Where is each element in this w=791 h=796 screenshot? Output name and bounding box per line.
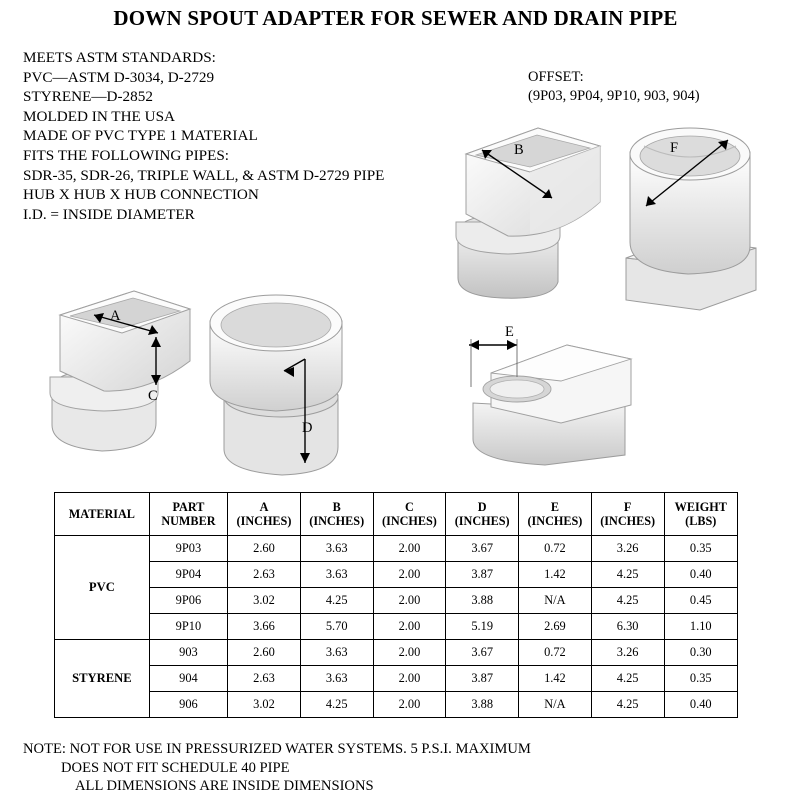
column-header-e xyxy=(519,493,592,536)
cell-part: 903 xyxy=(149,640,227,666)
spec-line: FITS THE FOLLOWING PIPES: xyxy=(23,146,230,164)
cell-e: 0.72 xyxy=(519,536,592,562)
cell-weight: 0.30 xyxy=(664,640,737,666)
figure-adapter-d xyxy=(190,275,380,485)
cell-part: 9P10 xyxy=(149,614,227,640)
header-line2: (INCHES) xyxy=(309,514,365,528)
cell-f: 6.30 xyxy=(591,614,664,640)
header-line2: (INCHES) xyxy=(454,514,510,528)
cell-d: 3.88 xyxy=(446,692,519,718)
column-header-d xyxy=(446,493,519,536)
table-row xyxy=(55,692,738,718)
cell-b: 3.63 xyxy=(300,666,373,692)
column-header-material xyxy=(55,493,150,536)
cell-c: 2.00 xyxy=(373,614,446,640)
cell-b: 4.25 xyxy=(300,692,373,718)
cell-part: 9P04 xyxy=(149,562,227,588)
dimension-label-d: D xyxy=(302,420,313,436)
dimensions-table xyxy=(54,492,738,718)
dimension-label-a: A xyxy=(110,308,121,324)
product-figures xyxy=(0,100,791,490)
cell-e: N/A xyxy=(519,588,592,614)
cell-e: N/A xyxy=(519,692,592,718)
cell-c: 2.00 xyxy=(373,640,446,666)
column-header-part-number xyxy=(149,493,227,536)
spec-line: I.D. = INSIDE DIAMETER xyxy=(23,205,195,223)
cell-weight: 0.45 xyxy=(664,588,737,614)
table-row xyxy=(55,562,738,588)
cell-a: 2.63 xyxy=(228,562,301,588)
dimension-label-e: E xyxy=(505,324,514,340)
spec-line: MADE OF PVC TYPE 1 MATERIAL xyxy=(23,127,258,145)
dimension-label-b: B xyxy=(514,142,524,158)
cell-part: 9P03 xyxy=(149,536,227,562)
figure-adapter-e xyxy=(455,315,655,475)
cell-c: 2.00 xyxy=(373,588,446,614)
note-line: ALL DIMENSIONS ARE INSIDE DIMENSIONS xyxy=(75,778,374,795)
header-line1: PART xyxy=(172,500,205,514)
column-header-weight xyxy=(664,493,737,536)
table-row xyxy=(55,640,738,666)
cell-d: 3.87 xyxy=(446,562,519,588)
cell-f: 3.26 xyxy=(591,536,664,562)
figure-offset-adapter-f xyxy=(610,110,791,320)
cell-b: 3.63 xyxy=(300,562,373,588)
header-line1: B xyxy=(332,500,341,514)
cell-f: 4.25 xyxy=(591,562,664,588)
offset-caption-line1: OFFSET: xyxy=(528,69,584,85)
cell-part: 904 xyxy=(149,666,227,692)
header-line1: C xyxy=(405,500,414,514)
table-row xyxy=(55,614,738,640)
cell-d: 3.67 xyxy=(446,640,519,666)
cell-a: 3.02 xyxy=(228,588,301,614)
header-line1: E xyxy=(550,500,559,514)
cell-a: 2.60 xyxy=(228,536,301,562)
spec-line: STYRENE—D-2852 xyxy=(23,88,153,106)
page-title: DOWN SPOUT ADAPTER FOR SEWER AND DRAIN PIPE xyxy=(113,6,678,30)
footer-notes xyxy=(23,740,531,796)
cell-d: 5.19 xyxy=(446,614,519,640)
cell-weight: 0.35 xyxy=(664,536,737,562)
cell-b: 3.63 xyxy=(300,640,373,666)
material-cell-pvc: PVC xyxy=(55,536,150,640)
cell-weight: 0.40 xyxy=(664,692,737,718)
spec-line: MOLDED IN THE USA xyxy=(23,107,176,125)
cell-c: 2.00 xyxy=(373,562,446,588)
header-line2: (INCHES) xyxy=(382,514,437,528)
header-line1: WEIGHT xyxy=(674,500,727,514)
spec-line: PVC—ASTM D-3034, D-2729 xyxy=(23,68,215,86)
cell-part: 906 xyxy=(149,692,227,718)
dimension-label-f: F xyxy=(670,140,679,156)
dimension-label-c: C xyxy=(148,388,158,404)
table-row xyxy=(55,588,738,614)
header-line1: A xyxy=(259,500,269,514)
figure-adapter-a-c xyxy=(30,275,210,465)
cell-a: 2.60 xyxy=(228,640,301,666)
header-line2: (INCHES) xyxy=(600,514,656,528)
cell-b: 3.63 xyxy=(300,536,373,562)
cell-c: 2.00 xyxy=(373,692,446,718)
cell-d: 3.88 xyxy=(446,588,519,614)
cell-f: 4.25 xyxy=(591,692,664,718)
cell-d: 3.67 xyxy=(446,536,519,562)
cell-f: 4.25 xyxy=(591,588,664,614)
cell-e: 0.72 xyxy=(519,640,592,666)
cell-weight: 0.35 xyxy=(664,666,737,692)
cell-e: 1.42 xyxy=(519,562,592,588)
cell-part: 9P06 xyxy=(149,588,227,614)
cell-a: 3.66 xyxy=(228,614,301,640)
column-header-b xyxy=(300,493,373,536)
header-line1: D xyxy=(477,500,487,514)
header-line2: NUMBER xyxy=(161,514,216,528)
cell-b: 4.25 xyxy=(300,588,373,614)
cell-b: 5.70 xyxy=(300,614,373,640)
offset-caption-line2: (9P03, 9P04, 9P10, 903, 904) xyxy=(528,87,700,104)
header-line2: (INCHES) xyxy=(236,514,292,528)
dimensions-table-wrapper xyxy=(54,492,738,718)
note-line: NOTE: NOT FOR USE IN PRESSURIZED WATER SYSTEMS. 5 P.S.I. MAXIMUM xyxy=(23,741,531,757)
cell-a: 3.02 xyxy=(228,692,301,718)
table-header-row xyxy=(55,493,738,536)
cell-a: 2.63 xyxy=(228,666,301,692)
spec-line: MEETS ASTM STANDARDS: xyxy=(23,49,216,66)
note-line: DOES NOT FIT SCHEDULE 40 PIPE xyxy=(61,759,290,776)
cell-c: 2.00 xyxy=(373,666,446,692)
cell-f: 3.26 xyxy=(591,640,664,666)
spec-line: SDR-35, SDR-26, TRIPLE WALL, & ASTM D-2729 PIPE xyxy=(23,166,385,184)
column-header-a xyxy=(228,493,301,536)
table-row xyxy=(55,536,738,562)
header-line2: (LBS) xyxy=(685,514,717,528)
cell-d: 3.87 xyxy=(446,666,519,692)
header-line2: (INCHES) xyxy=(527,514,583,528)
cell-c: 2.00 xyxy=(373,536,446,562)
cell-weight: 0.40 xyxy=(664,562,737,588)
header-line1: MATERIAL xyxy=(68,507,135,521)
spec-line: HUB X HUB X HUB CONNECTION xyxy=(23,186,259,204)
figure-offset-adapter-b xyxy=(440,110,630,310)
column-header-f xyxy=(591,493,664,536)
table-row xyxy=(55,666,738,692)
cell-e: 1.42 xyxy=(519,666,592,692)
header-line1: F xyxy=(623,500,632,514)
cell-f: 4.25 xyxy=(591,666,664,692)
column-header-c xyxy=(373,493,446,536)
cell-weight: 1.10 xyxy=(664,614,737,640)
cell-e: 2.69 xyxy=(519,614,592,640)
material-cell-styrene: STYRENE xyxy=(55,640,150,718)
